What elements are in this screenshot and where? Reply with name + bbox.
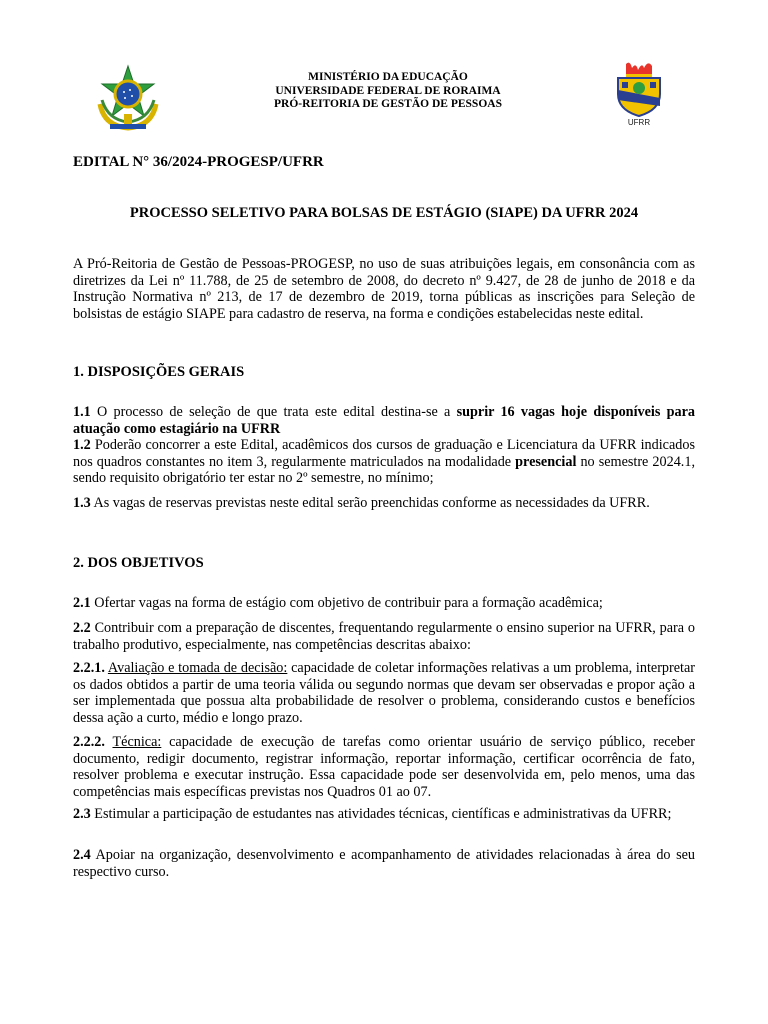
- ministry-line: MINISTÉRIO DA EDUCAÇÃO: [308, 71, 468, 83]
- item-text: O processo de seleção de que trata este edital destina-se a: [90, 404, 457, 420]
- item-2-2-2: [73, 734, 695, 800]
- institution-header: [200, 71, 576, 112]
- item-number: 2.3: [73, 806, 91, 822]
- department-line: PRÓ-REITORIA DE GESTÃO DE PESSOAS: [274, 98, 502, 110]
- item-text: capacidade de coletar informações relativas a um problema, interpretar os dados obtidos a partir de uma teoria válida ou segundo normas que devam ser observadas e propor ação a ser implementada que possua alta probabilidade de resolver o problema, considerando custos e benefícios dessa ação a curto, médio e longo prazo.: [73, 660, 695, 726]
- section-2-heading: 2. DOS OBJETIVOS: [73, 555, 204, 571]
- item-2-1: [73, 595, 695, 612]
- item-number: 2.2: [73, 620, 91, 636]
- item-number: 2.1: [73, 595, 91, 611]
- item-text: Ofertar vagas na forma de estágio com objetivo de contribuir para a formação acadêmica;: [90, 595, 603, 611]
- item-text: Poderão concorrer a este Edital, acadêmicos dos cursos de graduação e Licenciatura da UFRR indicados nos quadros constantes no item 3, regularmente matriculados na modalidade: [73, 437, 695, 470]
- edital-number: EDITAL N° 36/2024-PROGESP/UFRR: [73, 154, 324, 170]
- ufrr-emblem-icon: [608, 60, 670, 118]
- brazil-coat-of-arms-icon: [94, 64, 162, 132]
- item-text: As vagas de reservas previstas neste edital serão preenchidas conforme as necessidades da UFRR.: [90, 495, 650, 511]
- item-bold-text: presencial: [515, 453, 577, 470]
- document-header: [0, 60, 768, 140]
- item-text: Estimular a participação de estudantes nas atividades técnicas, científicas e administrativas da UFRR;: [90, 806, 672, 822]
- item-number: 1.1: [73, 404, 91, 420]
- item-2-2: [73, 620, 695, 653]
- intro-paragraph: A Pró-Reitoria de Gestão de Pessoas-PROGESP, no uso de suas atribuições legais, em consonância com as diretrizes da Lei nº 11.788, de 25 de setembro de 2008, do decreto nº 9.427, de 28 de junho de 2018 e da Instrução Normativa nº 213, de 17 de dezembro de 2019, torna públicas as inscrições para Seleção de bolsistas de estágio SIAPE para cadastro de reserva, na forma e condições estabelecidas neste edital.: [73, 256, 695, 322]
- item-1-2: [73, 437, 695, 487]
- ufrr-logo: [608, 60, 670, 132]
- section-1-heading: 1. DISPOSIÇÕES GERAIS: [73, 364, 245, 380]
- item-text: capacidade de execução de tarefas como orientar usuário de serviço público, receber documento, redigir documento, registrar informação, reportar informação, certificar ocorrência de fato, resolver problema e executar instrução. Essa capacidade pode ser desenvolvida em, pelo menos, uma das competências mais específicas previstas nos Quadros 01 ao 07.: [73, 734, 696, 800]
- item-number: 1.2: [73, 437, 91, 453]
- item-label: Técnica:: [112, 734, 162, 750]
- item-text: Contribuir com a preparação de discentes, frequentando regularmente o ensino superior na UFRR, para o trabalho produtivo, especialmente, nas competências descritas abaixo:: [73, 620, 695, 653]
- item-label: Avaliação e tomada de decisão:: [107, 660, 288, 676]
- item-1-3: [73, 495, 695, 512]
- ufrr-logo-text: UFRR: [627, 118, 651, 127]
- university-line: UNIVERSIDADE FEDERAL DE RORAIMA: [275, 84, 501, 97]
- item-number: 1.3: [73, 495, 91, 511]
- item-text-continued: no semestre 2024.1, sendo requisito obrigatório ter estar no 2º semestre, no mínimo;: [73, 453, 695, 487]
- item-1-1: [73, 404, 695, 437]
- item-number: 2.4: [73, 847, 91, 863]
- item-text: Apoiar na organização, desenvolvimento e acompanhamento de atividades relacionadas à área do seu respectivo curso.: [73, 847, 695, 880]
- process-title: PROCESSO SELETIVO PARA BOLSAS DE ESTÁGIO (SIAPE) DA UFRR 2024: [129, 205, 639, 221]
- item-2-3: [73, 806, 695, 823]
- item-bold-text: suprir 16 vagas hoje disponíveis para atuação como estagiário na UFRR: [73, 404, 695, 437]
- item-2-2-1: [73, 660, 695, 726]
- item-number: 2.2.1.: [73, 660, 105, 676]
- item-number: 2.2.2.: [73, 734, 105, 750]
- item-2-4: [73, 847, 695, 880]
